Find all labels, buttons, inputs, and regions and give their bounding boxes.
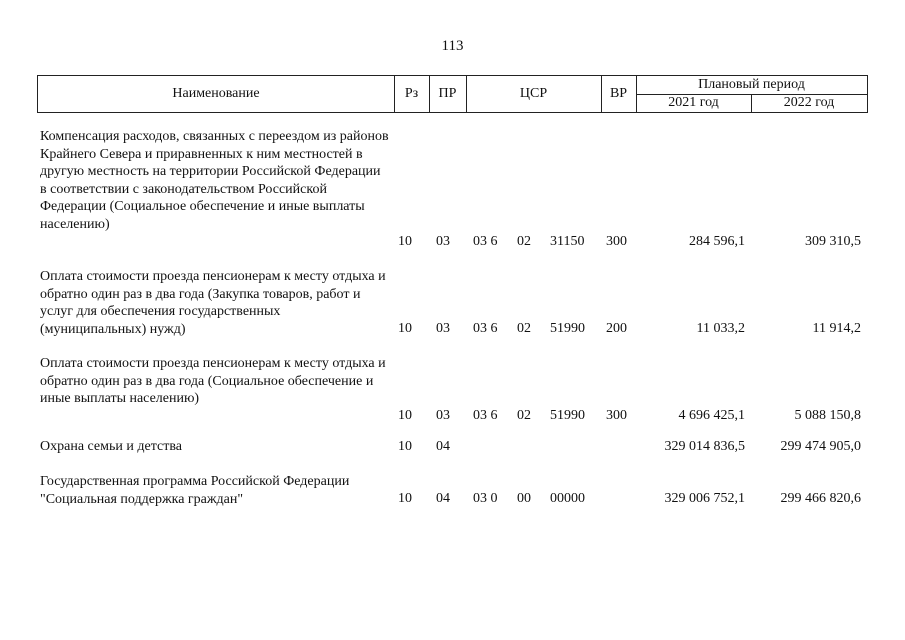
header-vr: ВР	[609, 86, 628, 101]
row-pr: 03	[436, 408, 450, 423]
row-value-2022: 11 914,2	[812, 321, 861, 336]
row-value-2021: 284 596,1	[689, 234, 745, 249]
row-csr-program: 03 6	[473, 321, 498, 336]
header-name: Наименование	[172, 86, 260, 101]
row-pr: 04	[436, 491, 450, 506]
header-year-2022: 2022 год	[783, 95, 835, 110]
row-value-2022: 5 088 150,8	[794, 408, 861, 423]
header-rz: Рз	[404, 86, 419, 101]
row-rz: 10	[398, 439, 412, 454]
row-rz: 10	[398, 408, 412, 423]
row-value-2021: 4 696 425,1	[678, 408, 745, 423]
row-vr: 200	[606, 321, 627, 336]
row-rz: 10	[398, 491, 412, 506]
row-value-2021: 11 033,2	[696, 321, 745, 336]
header-csr: ЦСР	[519, 86, 548, 101]
row-csr-direction: 31150	[550, 234, 585, 249]
row-name: Оплата стоимости проезда пенсионерам к месту отдыха и обратно один раз в два года (Закупка товаров, работ и услуг для обеспечения государственных (муниципальных) нужд)	[40, 269, 386, 337]
row-csr-direction: 00000	[550, 491, 585, 506]
row-rz: 10	[398, 321, 412, 336]
row-csr-program: 03 6	[473, 408, 498, 423]
row-csr-program: 03 0	[473, 491, 498, 506]
row-value-2021: 329 006 752,1	[664, 491, 745, 506]
row-csr-direction: 51990	[550, 321, 585, 336]
row-value-2022: 309 310,5	[805, 234, 861, 249]
row-name: Государственная программа Российской Федерации "Социальная поддержка граждан"	[40, 474, 350, 507]
row-csr-subprogram: 02	[517, 234, 531, 249]
header-planned-period: Плановый период	[698, 77, 805, 92]
row-csr-subprogram: 02	[517, 408, 531, 423]
row-csr-subprogram: 00	[517, 491, 531, 506]
row-name: Охрана семьи и детства	[40, 439, 182, 454]
row-pr: 03	[436, 321, 450, 336]
header-pr: ПР	[438, 86, 457, 101]
row-name: Компенсация расходов, связанных с переездом из районов Крайнего Севера и приравненных к ним местностей в другую местность на территории Российской Федерации в соответствии с законодательством Российской Федерации (Социальное обеспечение и иные выплаты населению)	[40, 129, 389, 232]
row-csr-subprogram: 02	[517, 321, 531, 336]
row-value-2022: 299 474 905,0	[780, 439, 861, 454]
row-name: Оплата стоимости проезда пенсионерам к месту отдыха и обратно один раз в два года (Социальное обеспечение и иные выплаты населению)	[40, 356, 386, 406]
row-vr: 300	[606, 408, 627, 423]
page-number: 113	[441, 38, 464, 54]
row-value-2022: 299 466 820,6	[780, 491, 861, 506]
row-vr: 300	[606, 234, 627, 249]
row-csr-program: 03 6	[473, 234, 498, 249]
row-pr: 03	[436, 234, 450, 249]
header-year-2021: 2021 год	[668, 95, 719, 110]
row-pr: 04	[436, 439, 450, 454]
row-csr-direction: 51990	[550, 408, 585, 423]
row-rz: 10	[398, 234, 412, 249]
row-value-2021: 329 014 836,5	[664, 439, 745, 454]
table-header	[37, 75, 868, 113]
